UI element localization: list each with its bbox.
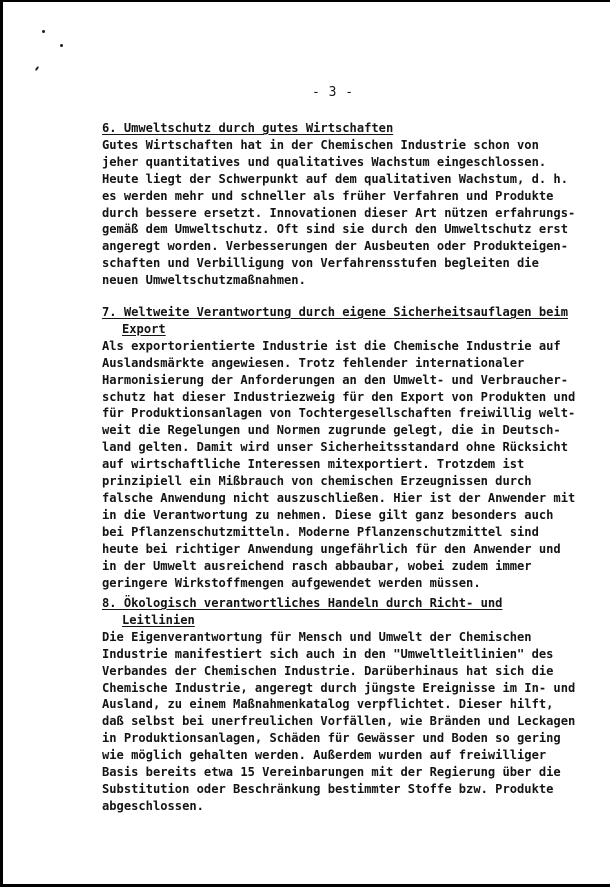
paragraph-line: auf wirtschaftliche Interessen mitexportiert. Trotzdem ist [102,457,525,472]
paragraph-line: Heute liegt der Schwerpunkt auf dem qualitativen Wachstum, d. h. [102,171,568,186]
paragraph-line: durch bessere ersetzt. Innovationen dieser Art nützen erfahrungs- [102,205,576,220]
paragraph-line: in die Verantwortung zu nehmen. Diese gilt ganz besonders auch [102,507,554,522]
paragraph-line: abgeschlossen. [102,798,204,813]
section-heading: 8. Ökologisch verantwortliches Handeln durch Richt- und [102,596,503,610]
paragraph-line: land gelten. Damit wird unser Sicherheitsstandard ohne Rücksicht [102,440,568,455]
paragraph-line: prinzipiell ein Mißbrauch von chemischen Erzeugnissen durch [102,474,532,489]
paragraph-line: angeregt worden. Verbesserungen der Ausbeuten oder Produkteigen- [102,239,568,254]
paragraph-line: bei Pflanzenschutzmitteln. Moderne Pflanzenschutzmittel sind [102,524,539,539]
paragraph-line: schaften und Verbilligung von Verfahrensstufen begleiten die [102,256,539,271]
section-8 [102,595,576,815]
paragraph-line: Ausland, zu einem Maßnahmenkatalog verpflichtet. Dieser hilft, [102,697,554,712]
section-heading-continuation: Leitlinien [122,612,195,627]
page-number: - 3 - [312,85,354,100]
paragraph-line: neuen Umweltschutzmaßnahmen. [102,273,306,288]
scan-border-left [0,0,3,887]
paragraph-line: falsche Anwendung nicht auszuschließen. Hier ist der Anwender mit [102,490,576,505]
paragraph-line: geringere Wirkstoffmengen aufgewendet werden müssen. [102,575,481,590]
paragraph-line: Basis bereits etwa 15 Vereinbarungen mit der Regierung über die [102,765,561,780]
paragraph-line: wie möglich gehalten werden. Außerdem wurden auf freiwilliger [102,748,547,763]
paragraph-line: gemäß dem Umweltschutz. Oft sind sie durch den Umweltschutz erst [102,222,568,237]
scan-speck [35,66,40,71]
paragraph-line: Verbandes der Chemischen Industrie. Darüberhinaus hat sich die [102,663,554,678]
paragraph-line: Industrie manifestiert sich auch in den "Umweltleitlinien" des [102,646,554,661]
scan-border-top [0,0,610,2]
section-heading: 6. Umweltschutz durch gutes Wirtschaften [102,121,394,135]
section-heading: 7. Weltweite Verantwortung durch eigene Sicherheitsauflagen beim [102,305,568,319]
paragraph-line: es werden mehr und schneller als früher Verfahren und Produkte [102,188,554,203]
scan-speck [42,30,45,33]
paragraph-line: Auslandsmärkte angewiesen. Trotz fehlender internationaler [102,355,525,370]
paragraph-line: weit die Regelungen und Normen zugrunde gelegt, die in Deutsch- [102,423,561,438]
paragraph-line: in der Umwelt ausreichend rasch abbaubar, wobei zudem immer [102,558,532,573]
paragraph-line: für Produktionsanlagen von Tochtergesellschaften freiwillig welt- [102,406,576,421]
paragraph-line: Chemische Industrie, angeregt durch jüngste Ereignisse im In- und [102,680,576,695]
section-7 [102,304,576,591]
section-6 [102,120,576,289]
paragraph-line: Als exportorientierte Industrie ist die Chemische Industrie auf [102,338,561,353]
section-heading-continuation: Export [122,321,166,336]
paragraph-line: jeher quantitatives und qualitatives Wachstum eingeschlossen. [102,154,547,169]
paragraph-line: in Produktionsanlagen, Schäden für Gewässer und Boden so gering [102,731,561,746]
paragraph-line: Die Eigenverantwortung für Mensch und Umwelt der Chemischen [102,629,532,644]
paragraph-line: schutz hat dieser Industriezweig für den Export von Produkten und [102,389,576,404]
paragraph-line: Substitution oder Beschränkung bestimmter Stoffe bzw. Produkte [102,781,554,796]
paragraph-line: daß selbst bei unerfreulichen Vorfällen, wie Bränden und Leckagen [102,714,576,729]
paragraph-line: heute bei richtiger Anwendung ungefährlich für den Anwender und [102,541,561,556]
paragraph-line: Gutes Wirtschaften hat in der Chemischen Industrie schon von [102,137,539,152]
scan-speck [60,44,63,47]
paragraph-line: Harmonisierung der Anforderungen an den Umwelt- und Verbraucher- [102,372,568,387]
